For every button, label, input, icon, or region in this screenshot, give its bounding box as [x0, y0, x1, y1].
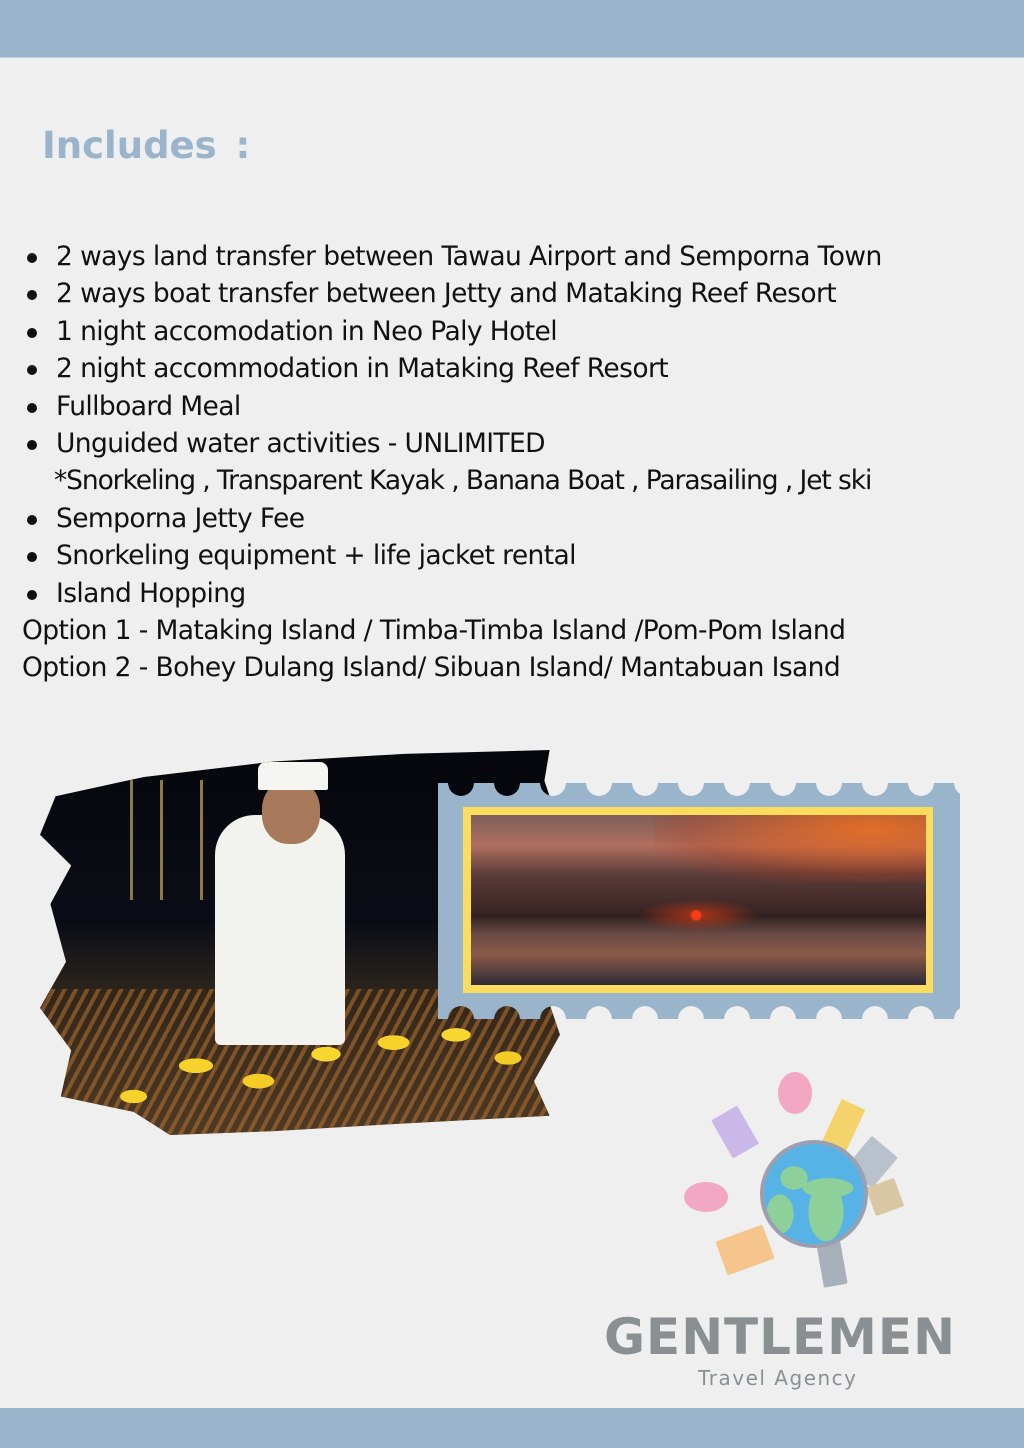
- bullet-icon: [27, 365, 37, 375]
- decor-pole: [130, 780, 133, 900]
- globe-icon: [760, 1140, 868, 1248]
- list-item: 2 night accommodation in Mataking Reef Resort: [0, 350, 1024, 387]
- travel-globe-logo-icon: [680, 1072, 920, 1292]
- bullet-icon: [27, 403, 37, 413]
- list-item: Snorkeling equipment + life jacket rental: [0, 537, 1024, 574]
- island-option-1: Option 1 - Mataking Island / Timba-Timba Island /Pom-Pom Island: [22, 614, 846, 646]
- list-item: Fullboard Meal: [0, 388, 1024, 425]
- island-option-2: Option 2 - Bohey Dulang Island/ Sibuan Island/ Mantabuan Isand: [22, 652, 841, 684]
- list-item: 2 ways land transfer between Tawau Airport and Semporna Town: [0, 238, 1024, 275]
- list-item: 1 night accomodation in Neo Paly Hotel: [0, 313, 1024, 350]
- list-item: Unguided water activities - UNLIMITED: [0, 425, 1024, 462]
- decor-pole: [160, 780, 163, 900]
- hot-air-balloon-icon: [778, 1072, 812, 1114]
- bullet-icon: [27, 253, 37, 263]
- brand-tagline: Travel Agency: [698, 1366, 858, 1390]
- bullet-icon: [27, 290, 37, 300]
- top-accent-bar: [0, 0, 1024, 58]
- brand-name: GENTLEMEN: [604, 1308, 956, 1366]
- bullet-icon: [27, 552, 37, 562]
- list-item: 2 ways boat transfer between Jetty and Mataking Reef Resort: [0, 275, 1024, 312]
- chef-figure: [215, 815, 345, 1045]
- includes-list: [0, 238, 1024, 687]
- chef-hat: [258, 762, 328, 790]
- landmark-icon: [715, 1225, 774, 1276]
- includes-heading: Includes :: [42, 124, 251, 167]
- sunset-photo: [471, 815, 926, 985]
- list-item: Island Hopping: [0, 575, 1024, 612]
- bottom-accent-bar: [0, 1408, 1024, 1448]
- hot-air-balloon-icon: [684, 1182, 728, 1212]
- decor-pole: [200, 780, 203, 900]
- bullet-icon: [27, 328, 37, 338]
- bullet-icon: [27, 440, 37, 450]
- list-item: Semporna Jetty Fee: [0, 500, 1024, 537]
- bullet-icon: [27, 515, 37, 525]
- landmark-icon: [711, 1105, 759, 1158]
- list-subitem-activities: *Snorkeling , Transparent Kayak , Banana Boat , Parasailing , Jet ski: [54, 465, 872, 497]
- bullet-icon: [27, 590, 37, 600]
